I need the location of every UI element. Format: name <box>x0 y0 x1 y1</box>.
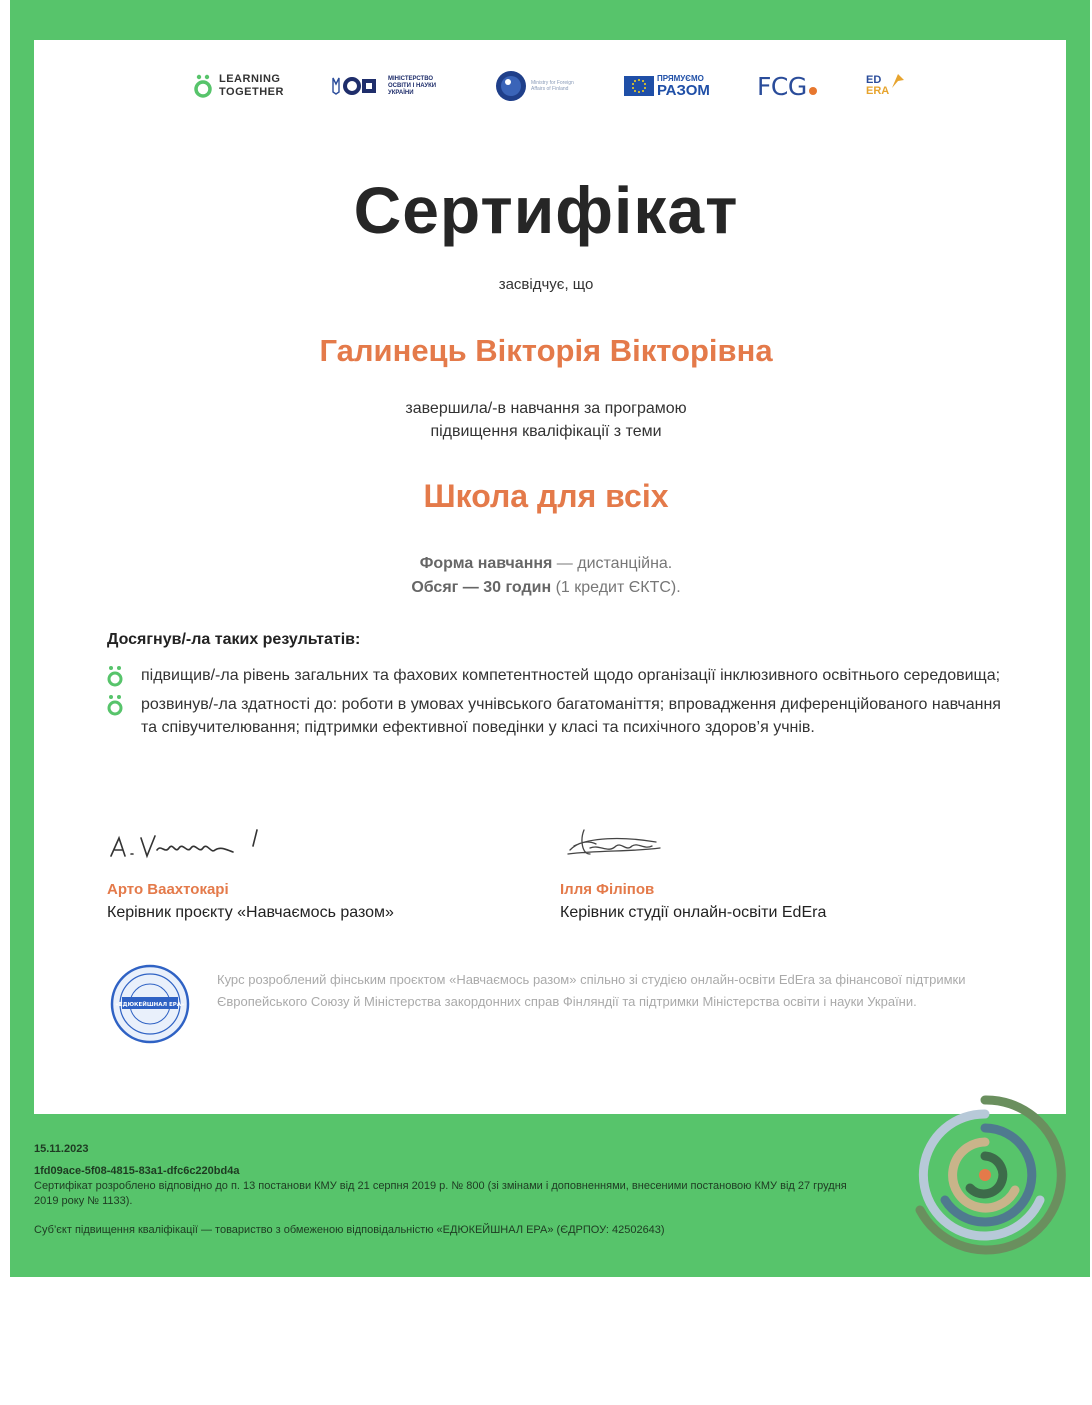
eu-logo <box>624 64 710 108</box>
partner-logos <box>0 64 1092 108</box>
recipient-name: Галинець Вікторія Вікторівна <box>319 333 773 368</box>
volume-value: (1 кредит ЄКТС). <box>551 579 681 596</box>
eu-line2: РАЗОМ <box>657 82 710 99</box>
learning-together-line1: LEARNING <box>219 73 281 85</box>
fcg-logo <box>757 64 817 108</box>
completion-line2: підвищення кваліфікації з теми <box>430 423 662 440</box>
ministry-line3: УКРАЇНИ <box>388 89 414 96</box>
result-item <box>105 693 1005 739</box>
volume-label: Обсяг — 30 годин <box>411 579 552 596</box>
signatory-2-role: Керівник студії онлайн-освіти EdEra <box>560 904 827 921</box>
mfa-globe-icon <box>495 70 527 102</box>
certificate-title: Сертифікат <box>353 173 739 247</box>
ministry-icon <box>330 74 384 98</box>
ministry-logo <box>330 64 436 108</box>
eu-flag-icon <box>624 76 654 96</box>
signatory-1 <box>107 820 394 922</box>
course-footnote: Курс розроблений фінським проєктом «Навчаємось разом» спільно зі студією онлайн-освіти EdEra за фінансової підтримки Європейського Союзу й Міністерства закордонних справ Фінляндії та підтримки Міністерства освіти і науки України. <box>217 972 966 1009</box>
qualification-subject: Суб’єкт підвищення кваліфікації — товариство з обмеженою відповідальністю «ЕДЮКЕЙШНАЛ ЕРА» (ЄДРПОУ: 42502643) <box>34 1224 665 1236</box>
decorative-swirl-graphic <box>900 1090 1070 1260</box>
mfa-line1: Ministry for Foreign <box>531 80 574 86</box>
edera-line2: ERA <box>866 85 890 97</box>
signatory-2 <box>560 820 826 922</box>
mfa-finland-logo <box>495 64 574 108</box>
legal-text: Сертифікат розроблено відповідно до п. 13 постанови КМУ від 21 серпня 2019 р. № 800 (зі змінами і доповненнями, внесеними постановою КМУ від 27 грудня 2019 року № 1133). <box>34 1180 847 1207</box>
results-heading: Досягнув/-ла таких результатів: <box>107 631 361 648</box>
issue-date: 15.11.2023 <box>34 1143 89 1155</box>
edera-logo <box>866 64 906 108</box>
result-item <box>105 664 1005 687</box>
learning-together-icon <box>193 73 213 99</box>
result-text: розвинув/-ла здатності до: роботи в умовах учнівського багатоманіття; впровадження диференційованого навчання та співучителювання; підтримки ефективної поведінки у класі та психічного здоров’я учнів. <box>141 696 1001 736</box>
signatory-1-name: Арто Ваахтокарі <box>107 881 229 898</box>
fcg-text: FCG <box>757 71 807 101</box>
learning-together-logo <box>193 64 284 108</box>
course-meta <box>0 552 1092 600</box>
certifies-text: засвідчує, що <box>498 276 594 293</box>
seal-text: «ЕДЮКЕЙШНАЛ ЕРА» <box>115 1002 185 1008</box>
completion-text <box>0 397 1092 443</box>
eu-line1: ПРЯМУЄМО <box>657 74 704 83</box>
results-list <box>105 664 1005 745</box>
form-label: Форма навчання <box>419 555 553 572</box>
learning-together-line2: TOGETHER <box>219 86 284 98</box>
form-value: — дистанційна. <box>552 555 673 572</box>
mfa-line2: Affairs of Finland <box>531 86 569 92</box>
signature-1-image <box>107 820 287 870</box>
signatory-2-name: Ілля Філіпов <box>560 881 655 898</box>
certificate-id: 1fd09ace-5f08-4815-83a1-dfc6c220bd4a <box>34 1165 240 1177</box>
bottom-info <box>34 1142 854 1238</box>
signatory-1-role: Керівник проєкту «Навчаємось разом» <box>107 904 394 921</box>
bullet-icon <box>105 664 125 688</box>
ministry-line1: МІНІСТЕРСТВО <box>388 75 434 82</box>
edera-line1: ED <box>866 74 882 86</box>
ministry-line2: ОСВІТИ І НАУКИ <box>388 82 437 89</box>
completion-line1: завершила/-в навчання за програмою <box>405 400 687 417</box>
course-title: Школа для всіх <box>423 478 669 514</box>
edera-flag-icon <box>890 72 906 90</box>
signature-2-image <box>560 820 740 870</box>
fcg-dot-icon <box>809 87 817 95</box>
official-seal <box>110 964 190 1044</box>
result-text: підвищив/-ла рівень загальних та фахових компетентностей щодо організації інклюзивного освітнього середовища; <box>141 667 1001 684</box>
bullet-icon <box>105 693 125 717</box>
